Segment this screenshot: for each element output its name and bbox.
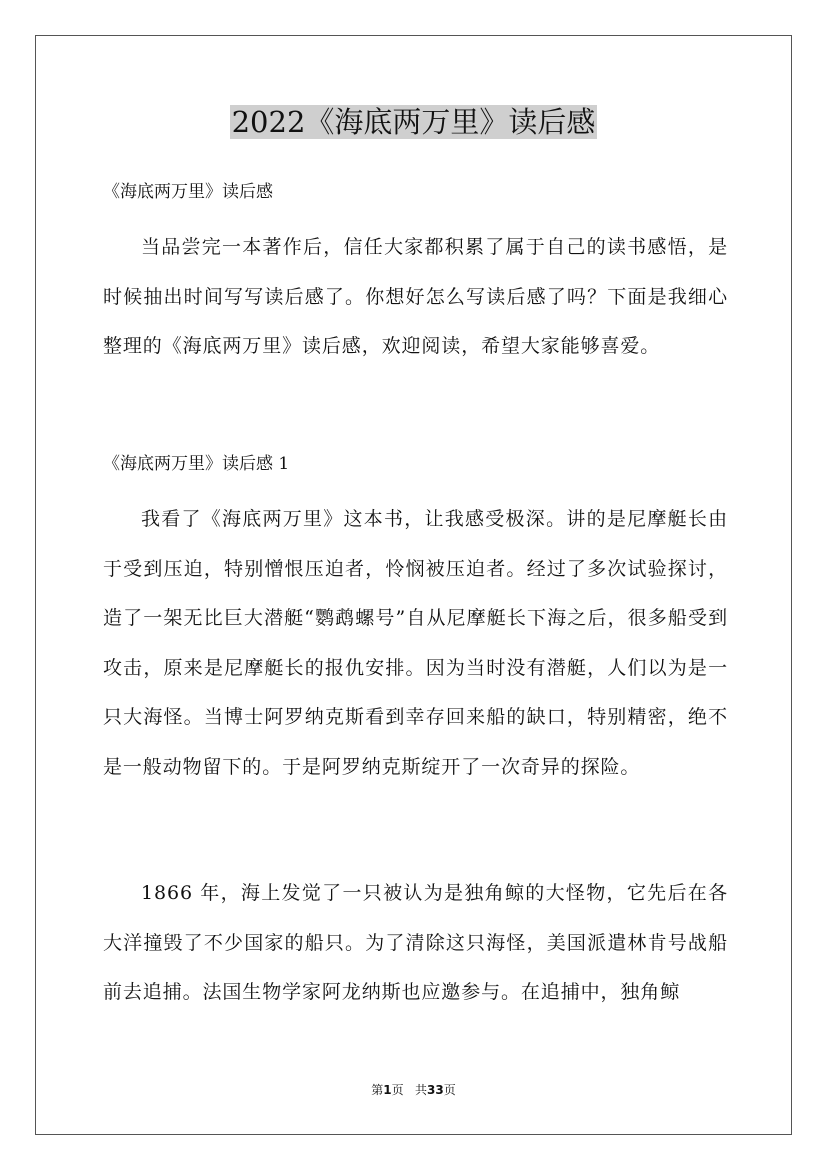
section1-paragraph-2: 1866 年，海上发觉了一只被认为是独角鲸的大怪物，它先后在各大洋撞毁了不少国家的船只。为了清除这只海怪，美国派遣林肯号战船前去追捕。法国生物学家阿龙纳斯也应邀参与。在追捕中，独角鲸: [103, 882, 728, 1003]
page-footer: [0, 1082, 827, 1098]
section1-paragraph-1: 我看了《海底两万里》这本书，让我感受极深。讲的是尼摩艇长由于受到压迫，特别憎恨压迫者，怜悯被压迫者。经过了多次试验探讨，造了一架无比巨大潜艇“鹦鹉螺号”自从尼摩艇长下海之后，很多船受到攻击，原来是尼摩艇长的报仇安排。因为当时没有潜艇，人们以为是一只大海怪。当博士阿罗纳克斯看到幸存回来船的缺口，特别精密，绝不是一般动物留下的。于是阿罗纳克斯绽开了一次奇异的探险。: [103, 508, 728, 778]
intro-heading: 《海底两万里》读后感: [103, 182, 273, 202]
document-title-text: 2022《海底两万里》读后感: [231, 105, 596, 139]
footer-page-current: 1: [383, 1083, 392, 1097]
document-title: [0, 100, 827, 144]
footer-page-suffix: 页: [443, 1083, 456, 1097]
footer-page-prefix: 第: [371, 1083, 384, 1097]
footer-page-mid: 页 共: [391, 1083, 428, 1097]
intro-paragraph: 当品尝完一本著作后，信任大家都积累了属于自己的读书感悟，是时候抽出时间写写读后感了。你想好怎么写读后感了吗？下面是我细心整理的《海底两万里》读后感，欢迎阅读，希望大家能够喜爱。: [103, 236, 728, 357]
section1-heading: 《海底两万里》读后感 1: [103, 454, 290, 474]
footer-page-total: 33: [427, 1083, 444, 1097]
